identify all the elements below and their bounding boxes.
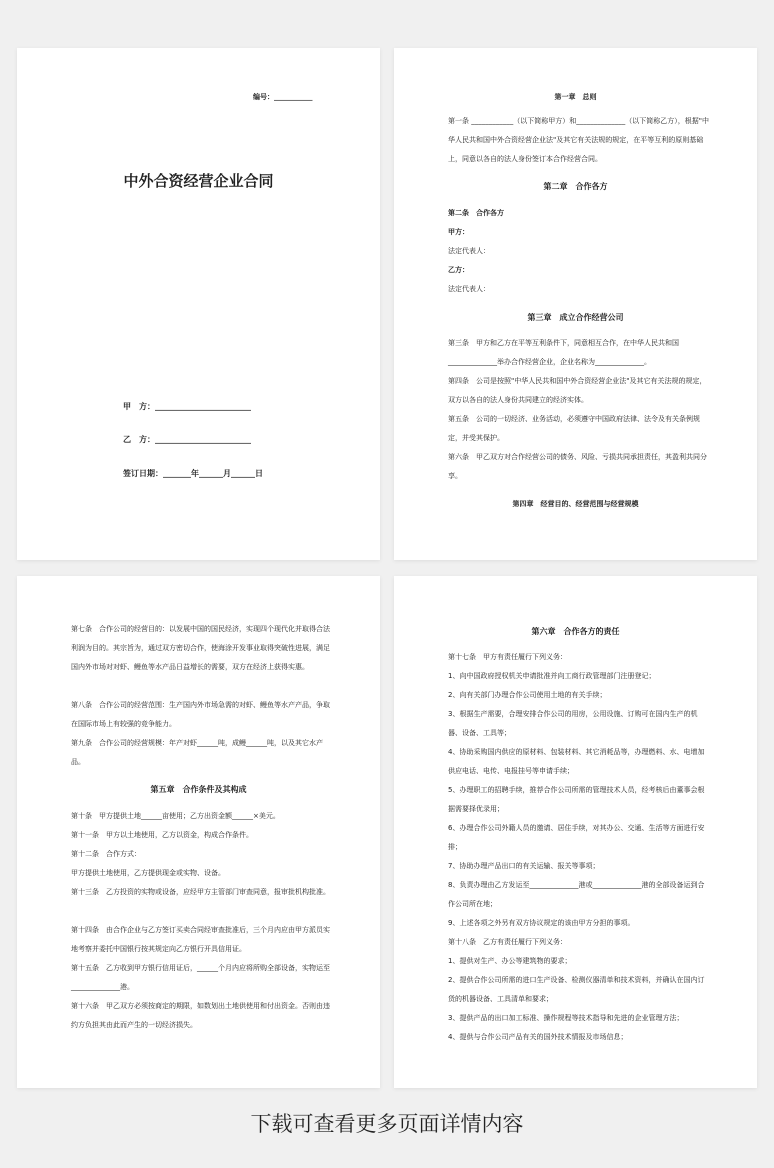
chapter-5-heading: 第五章 合作条件及其构成 xyxy=(150,785,247,794)
duty-a-5: 5、办理职工的招聘手续，推荐合作公司所需的管理技术人员，经考核后由董事会根据需要择优录用； xyxy=(448,786,705,813)
duty-a-8: 8、负责办理由乙方发运至______________港或______________港的全部设备运到合作公司所在地； xyxy=(448,881,705,908)
article-11: 第十一条 甲方以土地使用，乙方以资金，构成合作条件。 xyxy=(71,831,253,839)
duty-a-6: 6、办理合作公司外籍人员的邀请、居住手续，对其办公、交通、生活等方面进行安排； xyxy=(448,824,705,851)
chapter-6-heading: 第六章 合作各方的责任 xyxy=(531,627,620,636)
chapter-4-heading: 第四章 经营目的、经营范围与经营规模 xyxy=(512,500,639,508)
party-a-field: 甲 方：________________________ xyxy=(123,402,251,411)
article-6: 第六条 甲乙双方对合作经营公司的债务、风险、亏损共同承担责任，其盈利共同分享。 xyxy=(448,453,707,480)
duty-b-3: 3、提供产品的出口加工标准、操作规程等技术指导和先进的企业管理方法； xyxy=(448,1014,684,1022)
contract-page-4 xyxy=(394,576,757,1088)
duty-b-2: 2、提供合作公司所需的进口生产设备、检测仪器清单和技术资料，并确认在国内订货的机器设备、工具清单和要求； xyxy=(448,976,705,1003)
sign-date-field: 签订日期：_______年______月______日 xyxy=(123,469,263,478)
article-1: 第一条 ____________（以下简称甲方）和______________（以下简称乙方），根据"中华人民共和国中外合资经营企业法"及其它有关法规的规定，在平等互利的原则基础上，同意以各自的法人身份签订本合作经营合同。 xyxy=(448,117,709,163)
article-13: 第十三条 乙方投资的实物或设备，应经甲方主管部门审查同意，报审批机构批准。 xyxy=(71,888,330,896)
party-b-field: 乙 方：________________________ xyxy=(123,435,251,444)
contract-page-3 xyxy=(17,576,380,1088)
party-b-label: 乙方： xyxy=(448,266,469,274)
article-16: 第十六条 甲乙双方必须按商定的期限，如数划出土地供使用和付出资金。否则由违约方负担其由此而产生的一切经济损失。 xyxy=(71,1002,330,1029)
contract-page-2 xyxy=(394,48,757,560)
article-17: 第十七条 甲方有责任履行下列义务： xyxy=(448,653,567,661)
article-9: 第九条 合作公司的经营规模：年产对虾______吨，成鳗______吨，以及其它水产品。 xyxy=(71,739,323,766)
article-4: 第四条 公司是按照"中华人民共和国中外合资经营企业法"及其它有关法规的规定，双方以各自的法人身份共同建立的经济实体。 xyxy=(448,377,707,404)
article-5: 第五条 公司的一切经济、业务活动，必须遵守中国政府法律、法令及有关条例规定，并受其保护。 xyxy=(448,415,700,442)
duty-b-1: 1、提供对生产、办公等建筑物的要求； xyxy=(448,957,572,965)
duty-a-9: 9、上述各项之外另有双方协议规定的该由甲方分担的事项。 xyxy=(448,919,635,927)
download-more-prompt: 下载可查看更多页面详情内容 xyxy=(250,1112,524,1136)
duty-a-2: 2、向有关部门办理合作公司使用土地的有关手续； xyxy=(448,691,607,699)
article-8: 第八条 合作公司的经营范围：生产国内外市场急需的对虾、鳗鱼等水产产品，争取在国际市场上有较强的竞争能力。 xyxy=(71,701,330,728)
contract-cover-page xyxy=(17,48,380,560)
duty-a-3: 3、根据生产需要，合理安排合作公司的用房，公用设施、订购可在国内生产的机器、设备、工具等； xyxy=(448,710,698,737)
chapter-2-heading: 第二章 合作各方 xyxy=(543,182,608,191)
duty-a-4: 4、协助采购国内供应的原材料、包装材料、其它消耗品等，办理燃料、水、电增加供应电话、电传、电报挂号等申请手续； xyxy=(448,748,705,775)
contract-title: 中外合资经营企业合同 xyxy=(123,172,274,190)
party-b-representative: 法定代表人： xyxy=(448,285,490,293)
article-7: 第七条 合作公司的经营目的：以发展中国的国民经济，实现四个现代化并取得合法利润为目的。其宗旨为，通过双方密切合作，使海涂开发事业取得突破性进展，满足国内外市场对对虾、鳗鱼等水产品日益增长的需要，双方在经济上获得实惠。 xyxy=(71,625,330,671)
duty-b-4: 4、提供与合作公司产品有关的国外技术情报及市场信息； xyxy=(448,1033,628,1041)
article-12-detail: 甲方提供土地使用，乙方提供现金或实物、设备。 xyxy=(71,869,225,877)
chapter-1-heading: 第一章 总则 xyxy=(554,93,597,101)
party-a-label: 甲方： xyxy=(448,228,469,236)
article-10: 第十条 甲方提供土地______亩使用；乙方出资金额______×美元。 xyxy=(71,812,280,820)
chapter-3-heading: 第三章 成立合作经营公司 xyxy=(527,313,624,322)
contract-number-label: 编号：___________ xyxy=(253,93,313,101)
article-18: 第十八条 乙方有责任履行下列义务： xyxy=(448,938,567,946)
duty-a-1: 1、向中国政府授权机关申请批准并向工商行政管理部门注册登记； xyxy=(448,672,656,680)
article-2: 第二条 合作各方 xyxy=(448,209,504,217)
party-a-representative: 法定代表人： xyxy=(448,247,490,255)
article-14: 第十四条 由合作企业与乙方签订买卖合同经审查批准后，三个月内应由甲方派员实地考察并委托中国银行按其规定向乙方银行开具信用证。 xyxy=(71,926,330,953)
article-12: 第十二条 合作方式： xyxy=(71,850,141,858)
duty-a-7: 7、协助办理产品出口的有关运输、报关等事项； xyxy=(448,862,600,870)
article-3: 第三条 甲方和乙方在平等互利条件下，同意相互合作，在中华人民共和国______________举办合作经营企业，企业名称为______________。 xyxy=(448,339,679,366)
article-15: 第十五条 乙方收到甲方银行信用证后，______个月内应将所购全部设备，实物运至______________港。 xyxy=(71,964,330,991)
